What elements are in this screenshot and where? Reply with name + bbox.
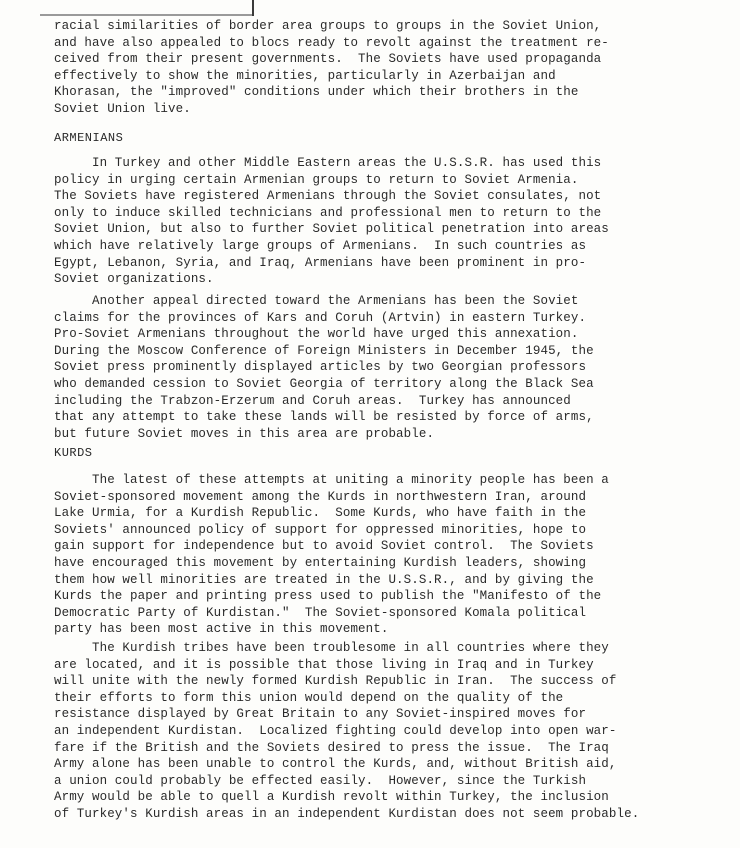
text-line: only to induce skilled technicians and professional men to return to the: [54, 205, 602, 220]
text-line: Army would be able to quell a Kurdish revolt within Turkey, the inclusion: [54, 790, 609, 805]
text-line: their efforts to form this union would depend on the quality of the: [54, 690, 564, 705]
paragraph-kurds-1: [54, 472, 694, 638]
text-line: including the Trabzon-Erzerum and Coruh areas. Turkey has announced: [54, 393, 571, 408]
text-line: claims for the provinces of Kars and Coruh (Artvin) in eastern Turkey.: [54, 310, 587, 325]
text-line: Soviet press prominently displayed articles by two Georgian professors: [54, 360, 587, 375]
text-line: Army alone has been unable to control the Kurds, and, without British aid,: [54, 757, 617, 772]
text-line: Khorasan, the "improved" conditions under which their brothers in the: [54, 85, 579, 100]
text-line: The Kurdish tribes have been troublesome in all countries where they: [54, 641, 609, 655]
text-line: During the Moscow Conference of Foreign Ministers in December 1945, the: [54, 343, 594, 358]
text-line: resistance displayed by Great Britain to any Soviet-inspired moves for: [54, 707, 587, 722]
section-heading-kurds: KURDS: [54, 446, 93, 460]
text-line: The Soviets have registered Armenians through the Soviet consulates, not: [54, 189, 602, 204]
text-line: which have relatively large groups of Armenians. In such countries as: [54, 238, 587, 253]
paragraph-kurds-2: [54, 640, 694, 823]
text-line: will unite with the newly formed Kurdish Republic in Iran. The success of: [54, 674, 617, 689]
text-line: Lake Urmia, for a Kurdish Republic. Some Kurds, who have faith in the: [54, 506, 587, 521]
text-line: fare if the British and the Soviets desired to press the issue. The Iraq: [54, 740, 609, 755]
text-line: In Turkey and other Middle Eastern areas the U.S.S.R. has used this: [54, 156, 602, 170]
text-line: Pro-Soviet Armenians throughout the world have urged this annexation.: [54, 327, 579, 342]
text-line: of Turkey's Kurdish areas in an independent Kurdistan does not seem probable.: [54, 806, 640, 821]
text-line: racial similarities of border area groups to groups in the Soviet Union,: [54, 19, 602, 33]
text-line: that any attempt to take these lands will be resisted by force of arms,: [54, 410, 594, 425]
text-line: effectively to show the minorities, particularly in Azerbaijan and: [54, 68, 556, 83]
text-line: gain support for independence but to avoid Soviet control. The Soviets: [54, 539, 594, 554]
text-line: Another appeal directed toward the Armenians has been the Soviet: [54, 294, 579, 308]
text-line: are located, and it is possible that those living in Iraq and in Turkey: [54, 657, 594, 672]
paragraph-armenians-1: [54, 155, 694, 288]
top-tick-mark: [252, 0, 254, 16]
text-line: an independent Kurdistan. Localized fighting could develop into open war-: [54, 723, 617, 738]
text-line: Soviet Union, but also to further Soviet political penetration into areas: [54, 222, 609, 237]
paragraph-intro: [54, 18, 694, 118]
text-line: ceived from their present governments. The Soviets have used propaganda: [54, 52, 602, 67]
paragraph-armenians-2: [54, 293, 694, 442]
text-line: Soviet Union live.: [54, 101, 191, 116]
text-line: have encouraged this movement by entertaining Kurdish leaders, showing: [54, 555, 587, 570]
text-line: party has been most active in this movement.: [54, 622, 389, 637]
text-line: a union could probably be effected easily. However, since the Turkish: [54, 773, 587, 788]
text-line: The latest of these attempts at uniting a minority people has been a: [54, 473, 609, 487]
text-line: who demanded cession to Soviet Georgia of territory along the Black Sea: [54, 376, 594, 391]
text-line: Soviets' announced policy of support for oppressed minorities, hope to: [54, 522, 587, 537]
top-rule: [40, 14, 252, 16]
text-line: Kurds the paper and printing press used to publish the "Manifesto of the: [54, 589, 602, 604]
section-heading-armenians: ARMENIANS: [54, 131, 124, 145]
text-line: and have also appealed to blocs ready to revolt against the treatment re-: [54, 35, 609, 50]
text-line: them how well minorities are treated in the U.S.S.R., and by giving the: [54, 572, 594, 587]
text-line: Soviet-sponsored movement among the Kurds in northwestern Iran, around: [54, 489, 587, 504]
text-line: policy in urging certain Armenian groups to return to Soviet Armenia.: [54, 172, 579, 187]
text-line: Egypt, Lebanon, Syria, and Iraq, Armenians have been prominent in pro-: [54, 255, 587, 270]
text-line: Soviet organizations.: [54, 272, 214, 287]
text-line: but future Soviet moves in this area are probable.: [54, 426, 435, 441]
text-line: Democratic Party of Kurdistan." The Soviet-sponsored Komala political: [54, 605, 587, 620]
